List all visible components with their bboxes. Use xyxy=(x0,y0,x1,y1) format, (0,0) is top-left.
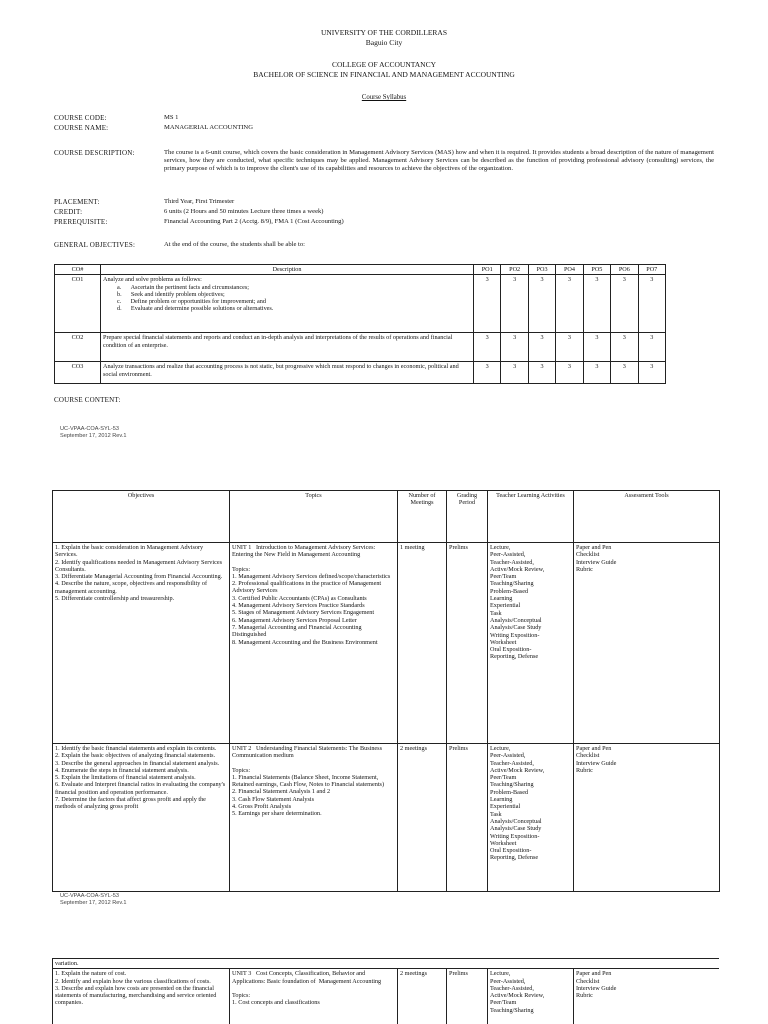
po-value: 3 xyxy=(528,333,555,362)
co-description: Analyze transactions and realize that accounting process is not static, but progressive which must respond to changes in economic, political and social environment. xyxy=(101,362,474,384)
po-value: 3 xyxy=(583,275,610,333)
credit-value: 6 units (2 Hours and 50 minutes Lecture three times a week) xyxy=(164,208,324,215)
table-row xyxy=(53,744,720,892)
po-value: 3 xyxy=(611,362,638,384)
assessment-cell xyxy=(574,543,720,744)
table-row xyxy=(53,969,720,1024)
list-item: Active/Mock Review, xyxy=(490,565,545,573)
course-content-table-continued xyxy=(52,958,719,1024)
list-item: 1. Explain the nature of cost. xyxy=(55,970,127,978)
objectives-header: Objectives xyxy=(53,491,230,543)
list-item: Reporting, Defense xyxy=(490,854,539,862)
list-item: 5. Earnings per share determination. xyxy=(232,810,322,818)
grading-period-cell: Prelims xyxy=(447,543,488,744)
general-objectives-intro: At the end of the course, the students shall be able to: xyxy=(164,241,305,248)
list-item: Task xyxy=(490,609,502,617)
form-date: September 17, 2012 Rev.1 xyxy=(60,433,127,439)
list-item: 2. Identify qualifications needed in Management Advisory Services Consultants. xyxy=(55,558,223,573)
general-objectives-label: GENERAL OBJECTIVES: xyxy=(54,241,136,249)
table-row xyxy=(55,275,666,333)
list-item: Rubric xyxy=(576,992,593,1000)
activities-cell xyxy=(488,543,574,744)
po-header: PO6 xyxy=(611,265,638,275)
course-description: The course is a 6-unit course, which covers the basic consideration in Management Advisory Services (MAS) how and when it is required. It provides students a broad description of the nature of management services, how they are conducted, what specific techniques may be applied. Management Advisory Services can be described as the function of providing professional advisory (consulting) services, the primary purpose of which is to improve the client's use of its capabilities and resources to achieve the objectives of the organization. xyxy=(164,149,714,172)
co-description: Prepare special financial statements and reports and conduct an in-depth analysis and interpretations of the results of operations and financial condition of an enterprise. xyxy=(101,333,474,362)
list-item: c. Define problem or opportunities for improvement; and xyxy=(117,298,266,306)
table-row xyxy=(55,333,666,362)
list-item: Peer-Assisted, xyxy=(490,752,526,760)
co-id: CO3 xyxy=(55,362,101,384)
prerequisite-label: PREREQUISITE: xyxy=(54,218,108,226)
list-item: Lecture, xyxy=(490,544,511,551)
list-item: Teaching/Sharing xyxy=(490,580,534,588)
course-code: MS 1 xyxy=(164,114,179,121)
list-item: Worksheet xyxy=(490,839,517,847)
list-item: 3. Certified Public Accountants (CPAs) as Consultants xyxy=(232,594,367,602)
meetings-header: Number of Meetings xyxy=(398,491,447,543)
list-item: Peer-Assisted, xyxy=(490,977,526,985)
spacer xyxy=(232,559,395,566)
list-item: Analysis/Conceptual xyxy=(490,817,542,825)
po-header: PO1 xyxy=(474,265,501,275)
university-name: UNIVERSITY OF THE CORDILLERAS xyxy=(320,28,448,37)
list-item: Teacher-Assisted, xyxy=(490,558,534,566)
list-item: Checklist xyxy=(576,551,600,559)
activities-header: Teacher Learning Activities xyxy=(488,491,574,543)
co-id: CO2 xyxy=(55,333,101,362)
meetings-cell: 2 meetings xyxy=(398,969,447,1024)
list-item: 2. Identify and explain how the various classifications of costs. xyxy=(55,977,211,985)
form-code: UC-VPAA-COA-SYL-53 xyxy=(60,426,119,432)
description-header: Description xyxy=(101,265,474,275)
list-item: 2. Financial Statement Analysis 1 and 2 xyxy=(232,788,331,796)
list-item: Paper and Pen xyxy=(576,745,612,752)
po-value: 3 xyxy=(501,333,528,362)
list-item: Teaching/Sharing xyxy=(490,1006,534,1014)
list-item: Analysis/Case Study xyxy=(490,825,542,833)
placement-value: Third Year, First Trimester xyxy=(164,198,235,205)
po-value: 3 xyxy=(501,362,528,384)
po-header: PO5 xyxy=(583,265,610,275)
list-item: Reporting, Defense xyxy=(490,653,539,661)
course-code-label: COURSE CODE: xyxy=(54,114,107,122)
po-value: 3 xyxy=(474,333,501,362)
list-item: Lecture, xyxy=(490,745,511,752)
po-header: PO4 xyxy=(556,265,583,275)
list-item: Teacher-Assisted, xyxy=(490,759,534,767)
po-value: 3 xyxy=(501,275,528,333)
list-item: 5. Stages of Management Advisory Services Engagement xyxy=(232,609,375,617)
list-item: Peer-Assisted, xyxy=(490,551,526,559)
po-header: PO7 xyxy=(638,265,665,275)
co-header: CO# xyxy=(55,265,101,275)
co-table-header xyxy=(55,265,666,275)
objectives-cell xyxy=(53,969,230,1024)
list-item: Interview Guide xyxy=(576,558,617,566)
list-item: Topics: xyxy=(232,991,251,999)
course-outcomes-table xyxy=(54,264,666,384)
list-item: 5. Differentiate controllership and treasurership. xyxy=(55,595,175,603)
table-row xyxy=(55,362,666,384)
po-value: 3 xyxy=(583,333,610,362)
topics-cell xyxy=(230,744,398,892)
course-content-label: COURSE CONTENT: xyxy=(54,396,121,404)
po-value: 3 xyxy=(638,333,665,362)
topics-cell xyxy=(230,969,398,1024)
list-item: 1. Identify the basic financial statements and explain its contents. xyxy=(55,745,217,752)
topics-cell xyxy=(230,543,398,744)
objectives-cell xyxy=(53,543,230,744)
list-item: Experiential xyxy=(490,602,521,610)
list-item: Problem-Based xyxy=(490,788,529,796)
list-item: Rubric xyxy=(576,766,593,774)
grading-period-cell: Prelims xyxy=(447,744,488,892)
po-value: 3 xyxy=(556,362,583,384)
list-item: Oral Exposition- xyxy=(490,646,532,654)
list-item: Active/Mock Review, xyxy=(490,766,545,774)
activities-cell xyxy=(488,969,574,1024)
list-item: Worksheet xyxy=(490,638,517,646)
college-name: COLLEGE OF ACCOUNTANCY xyxy=(332,60,436,69)
co-description-text: Analyze and solve problems as follows: xyxy=(103,276,202,284)
page3-clip xyxy=(52,958,719,1024)
list-item: Task xyxy=(490,810,502,818)
list-item: Experiential xyxy=(490,803,521,811)
list-item: 4. Gross Profit Analysis xyxy=(232,803,292,811)
po-value: 3 xyxy=(611,275,638,333)
list-item: 2. Explain the basic objectives of analyzing financial statements. xyxy=(55,752,216,760)
list-item: 3. Differentiate Managerial Accounting from Financial Accounting. xyxy=(55,573,223,581)
meetings-cell: 1 meeting xyxy=(398,543,447,744)
po-value: 3 xyxy=(583,362,610,384)
list-item: 3. Describe and explain how costs are presented on the financial statements of manufacturing, merchandising and service oriented companies. xyxy=(55,984,217,1007)
list-item: 4. Describe the nature, scope, objectives and responsibility of management accounting. xyxy=(55,580,208,595)
spacer xyxy=(232,760,395,767)
po-value: 3 xyxy=(611,333,638,362)
list-item: 6. Evaluate and Interpret financial ratios in evaluating the company's financial position and operation performance. xyxy=(55,781,226,796)
list-item: Paper and Pen xyxy=(576,970,612,978)
list-item: 1. Cost concepts and classifications xyxy=(232,999,320,1007)
list-item: Topics: xyxy=(232,565,251,573)
list-item: Checklist xyxy=(576,977,600,985)
list-item: d. Evaluate and determine possible solutions or alternatives. xyxy=(117,305,274,313)
unit-title: UNIT 2 Understanding Financial Statements: The Business Communication medium xyxy=(232,745,382,760)
program-name: BACHELOR OF SCIENCE IN FINANCIAL AND MANAGEMENT ACCOUNTING xyxy=(253,70,515,79)
list-item: 7. Determine the factors that affect gross profit and apply the methods of analyzing gross profit xyxy=(55,796,206,811)
meetings-cell: 2 meetings xyxy=(398,744,447,892)
form-code: UC-VPAA-COA-SYL-53 xyxy=(60,893,119,899)
grading-period-cell: Prelims xyxy=(447,969,488,1024)
list-item: Learning xyxy=(490,595,513,603)
topics-header: Topics xyxy=(230,491,398,543)
po-value: 3 xyxy=(474,275,501,333)
po-value: 3 xyxy=(556,275,583,333)
po-value: 3 xyxy=(638,362,665,384)
list-item: Rubric xyxy=(576,565,593,573)
document-title: Course Syllabus xyxy=(361,94,407,101)
po-value: 3 xyxy=(474,362,501,384)
po-header: PO3 xyxy=(528,265,555,275)
course-name: MANAGERIAL ACCOUNTING xyxy=(164,124,253,131)
co-items xyxy=(103,284,471,313)
list-item: Peer/Team xyxy=(490,774,517,782)
po-value: 3 xyxy=(638,275,665,333)
list-item: Oral Exposition- xyxy=(490,847,532,855)
assessment-header: Assessment Tools xyxy=(574,491,720,543)
list-item: a. Ascertain the pertinent facts and circumstances; xyxy=(117,283,249,291)
co-id: CO1 xyxy=(55,275,101,333)
list-item: Teacher-Assisted, xyxy=(490,984,534,992)
po-value: 3 xyxy=(556,333,583,362)
content-table-header xyxy=(53,491,720,543)
list-item: Interview Guide xyxy=(576,984,617,992)
list-item: Writing Exposition- xyxy=(490,631,540,639)
list-item: 1. Management Advisory Services defined/scope/characteristics xyxy=(232,572,391,580)
list-item: Problem-Based xyxy=(490,587,529,595)
list-item: Writing Exposition- xyxy=(490,832,540,840)
list-item: Learning xyxy=(490,796,513,804)
table-row xyxy=(53,543,720,744)
list-item: Peer/Team xyxy=(490,573,517,581)
course-content-table xyxy=(52,490,720,892)
assessment-cell xyxy=(574,744,720,892)
list-item: 6. Management Advisory Services Proposal Letter xyxy=(232,616,357,624)
list-item: Interview Guide xyxy=(576,759,617,767)
list-item: Paper and Pen xyxy=(576,544,612,551)
list-item: 2. Professional qualifications in the practice of Management Advisory Services xyxy=(232,580,382,595)
prerequisite-value: Financial Accounting Part 2 (Acctg. 8/9), FMA 1 (Cost Accounting) xyxy=(164,218,344,225)
list-item: 4. Enumerate the steps in financial statement analysis. xyxy=(55,766,189,774)
credit-label: CREDIT: xyxy=(54,208,83,216)
placement-label: PLACEMENT: xyxy=(54,198,100,206)
objectives-cell xyxy=(53,744,230,892)
list-item: Analysis/Conceptual xyxy=(490,616,542,624)
list-item: 1. Financial Statements (Balance Sheet, Income Statement, Retained earnings, Cash Flow, Notes to Financial statements) xyxy=(232,773,385,789)
list-item: Lecture, xyxy=(490,970,511,978)
unit-title: UNIT 3 Cost Concepts, Classification, Behavior and Applications: Basic foundation of Management Accounting xyxy=(232,970,382,985)
co-description xyxy=(101,275,474,333)
list-item: Analysis/Case Study xyxy=(490,624,542,632)
activities-cell xyxy=(488,744,574,892)
list-item: Active/Mock Review, xyxy=(490,992,545,1000)
course-name-label: COURSE NAME: xyxy=(54,124,109,132)
po-value: 3 xyxy=(528,275,555,333)
assessment-cell xyxy=(574,969,720,1024)
list-item: Topics: xyxy=(232,766,251,774)
spacer xyxy=(232,985,395,992)
course-description-label: COURSE DESCRIPTION: xyxy=(54,149,135,157)
list-item: 8. Management Accounting and the Business Environment xyxy=(232,638,378,646)
list-item: Checklist xyxy=(576,752,600,760)
list-item: 7. Managerial Accounting and Financial Accounting Distinguished xyxy=(232,623,362,639)
list-item: Teaching/Sharing xyxy=(490,781,534,789)
form-date: September 17, 2012 Rev.1 xyxy=(60,900,127,906)
list-item: 3. Cash Flow Statement Analysis xyxy=(232,795,314,803)
list-item: 5. Explain the limitations of financial statement analysis. xyxy=(55,774,196,782)
list-item: 1. Explain the basic consideration in Management Advisory Services. xyxy=(55,544,204,559)
po-value: 3 xyxy=(528,362,555,384)
university-city: Baguio City xyxy=(365,38,403,47)
po-header: PO2 xyxy=(501,265,528,275)
continuation-cell: variation. xyxy=(53,959,720,969)
unit-title: UNIT 1 Introduction to Management Advisory Services: Entering the New Field in Management Accounting xyxy=(232,544,377,559)
table-row xyxy=(53,959,720,969)
list-item: Peer/Team xyxy=(490,999,517,1007)
list-item: b. Seek and identify problem objectives; xyxy=(117,290,225,298)
list-item: 4. Management Advisory Services Practice Standards xyxy=(232,602,365,610)
grading-period-header: Grading Period xyxy=(447,491,488,543)
list-item: 3. Describe the general approaches in financial statement analysis. xyxy=(55,759,220,767)
